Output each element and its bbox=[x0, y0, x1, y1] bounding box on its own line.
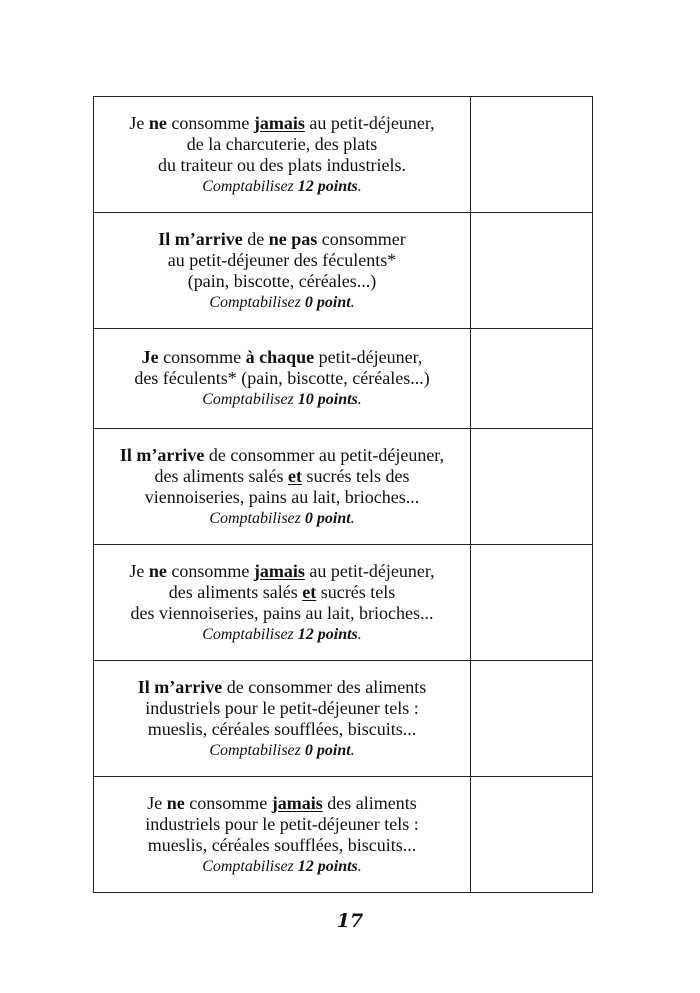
statement-line bbox=[94, 445, 470, 466]
quiz-row bbox=[94, 213, 593, 329]
statement-text: de bbox=[242, 228, 269, 249]
points-instruction bbox=[94, 292, 470, 313]
emphasis-text: ne bbox=[148, 560, 167, 581]
statement-line bbox=[94, 134, 470, 155]
points-period: . bbox=[357, 857, 362, 875]
points-instruction bbox=[94, 389, 470, 410]
points-label: Comptabilisez bbox=[209, 509, 301, 527]
points-period: . bbox=[350, 741, 355, 759]
statement-text: mueslis, céréales soufflées, biscuits... bbox=[147, 834, 417, 855]
statement-cell bbox=[94, 329, 471, 429]
statement-line bbox=[94, 698, 470, 719]
emphasis-text: ne bbox=[166, 792, 185, 813]
statement-line bbox=[94, 719, 470, 740]
page-number: 17 bbox=[336, 910, 364, 932]
statement-text: consomme bbox=[158, 347, 246, 367]
statement-line bbox=[94, 155, 470, 176]
statement-text: petit-déjeuner, bbox=[314, 347, 423, 367]
points-label: Comptabilisez bbox=[202, 177, 294, 195]
points-period: . bbox=[357, 391, 362, 408]
statement-text: sucrés tels des bbox=[301, 465, 410, 486]
emphasis-text: jamais bbox=[253, 560, 305, 581]
statement-text: au petit-déjeuner, bbox=[304, 560, 435, 581]
statement-text: au petit-déjeuner des féculents* bbox=[167, 249, 397, 270]
quiz-row bbox=[94, 545, 593, 661]
statement-line bbox=[94, 113, 470, 134]
statement-text: industriels pour le petit-déjeuner tels : bbox=[145, 813, 419, 834]
score-cell bbox=[471, 661, 593, 777]
quiz-row bbox=[94, 429, 593, 545]
statement-line bbox=[94, 814, 470, 835]
statement-text: de consommer des aliments bbox=[222, 676, 427, 697]
statement-text: consomme bbox=[166, 112, 254, 133]
score-cell bbox=[471, 545, 593, 661]
statement-line bbox=[94, 835, 470, 856]
statement-line bbox=[94, 229, 470, 250]
statement-text: consommer bbox=[317, 228, 406, 249]
points-value: 0 point bbox=[304, 293, 351, 311]
statement-line bbox=[94, 487, 470, 508]
emphasis-text: Il m’arrive bbox=[137, 676, 223, 697]
statement-line bbox=[94, 793, 470, 814]
statement-cell bbox=[94, 661, 471, 777]
points-instruction bbox=[94, 508, 470, 529]
statement-line bbox=[94, 582, 470, 603]
quiz-table-body bbox=[94, 97, 593, 893]
emphasis-text: Il m’arrive bbox=[119, 444, 205, 465]
points-value: 0 point bbox=[304, 741, 351, 759]
points-instruction bbox=[94, 624, 470, 645]
statement-line bbox=[94, 368, 470, 389]
statement-cell bbox=[94, 545, 471, 661]
points-value: 0 point bbox=[304, 509, 351, 527]
points-period: . bbox=[357, 177, 362, 195]
points-period: . bbox=[350, 509, 355, 527]
score-cell bbox=[471, 777, 593, 893]
statement-text: Je bbox=[129, 560, 149, 581]
statement-text: mueslis, céréales soufflées, biscuits... bbox=[147, 718, 417, 739]
emphasis-text: ne bbox=[148, 112, 167, 133]
statement-text: des aliments bbox=[322, 792, 417, 813]
quiz-row bbox=[94, 329, 593, 429]
emphasis-text: à chaque bbox=[245, 347, 315, 367]
statement-text: Je bbox=[147, 792, 167, 813]
statement-text: sucrés tels bbox=[316, 581, 396, 602]
statement-line bbox=[94, 250, 470, 271]
points-instruction bbox=[94, 740, 470, 761]
statement-text: de la charcuterie, des plats bbox=[186, 133, 378, 154]
score-cell bbox=[471, 97, 593, 213]
points-label: Comptabilisez bbox=[202, 391, 294, 408]
quiz-row bbox=[94, 777, 593, 893]
emphasis-text: jamais bbox=[253, 112, 305, 133]
statement-text: viennoiseries, pains au lait, brioches... bbox=[144, 486, 420, 507]
statement-line bbox=[94, 466, 470, 487]
statement-text: de consommer au petit-déjeuner, bbox=[204, 444, 445, 465]
score-cell bbox=[471, 429, 593, 545]
emphasis-text: jamais bbox=[271, 792, 323, 813]
points-label: Comptabilisez bbox=[209, 741, 301, 759]
statement-cell bbox=[94, 429, 471, 545]
points-instruction bbox=[94, 856, 470, 877]
statement-text: consomme bbox=[184, 792, 272, 813]
statement-line bbox=[94, 271, 470, 292]
emphasis-text: et bbox=[288, 465, 302, 486]
statement-text: au petit-déjeuner, bbox=[304, 112, 435, 133]
statement-text: Je bbox=[129, 112, 149, 133]
points-label: Comptabilisez bbox=[202, 857, 294, 875]
points-period: . bbox=[350, 293, 355, 311]
score-cell bbox=[471, 213, 593, 329]
quiz-row bbox=[94, 97, 593, 213]
statement-text: des viennoiseries, pains au lait, brioches... bbox=[130, 602, 434, 623]
points-label: Comptabilisez bbox=[202, 625, 294, 643]
statement-text: consomme bbox=[166, 560, 254, 581]
emphasis-text: ne pas bbox=[268, 228, 318, 249]
statement-text: des aliments salés bbox=[154, 465, 288, 486]
emphasis-text: et bbox=[302, 581, 317, 602]
points-value: 12 points bbox=[297, 625, 358, 643]
statement-line bbox=[94, 603, 470, 624]
points-period: . bbox=[357, 625, 362, 643]
points-instruction bbox=[94, 176, 470, 197]
statement-line bbox=[94, 347, 470, 368]
statement-text: (pain, biscotte, céréales...) bbox=[187, 270, 377, 291]
statement-line bbox=[94, 561, 470, 582]
points-value: 12 points bbox=[297, 857, 358, 875]
statement-text: des féculents* (pain, biscotte, céréales...) bbox=[134, 368, 430, 388]
statement-cell bbox=[94, 213, 471, 329]
quiz-table bbox=[93, 96, 593, 893]
statement-cell bbox=[94, 777, 471, 893]
points-value: 10 points bbox=[297, 391, 358, 408]
statement-text: industriels pour le petit-déjeuner tels : bbox=[145, 697, 419, 718]
statement-text: du traiteur ou des plats industriels. bbox=[158, 154, 406, 175]
points-value: 12 points bbox=[297, 177, 358, 195]
score-cell bbox=[471, 329, 593, 429]
statement-cell bbox=[94, 97, 471, 213]
points-label: Comptabilisez bbox=[209, 293, 301, 311]
statement-text: des aliments salés bbox=[168, 581, 303, 602]
emphasis-text: Il m’arrive bbox=[158, 228, 243, 249]
statement-line bbox=[94, 677, 470, 698]
quiz-row bbox=[94, 661, 593, 777]
emphasis-text: Je bbox=[141, 347, 159, 367]
